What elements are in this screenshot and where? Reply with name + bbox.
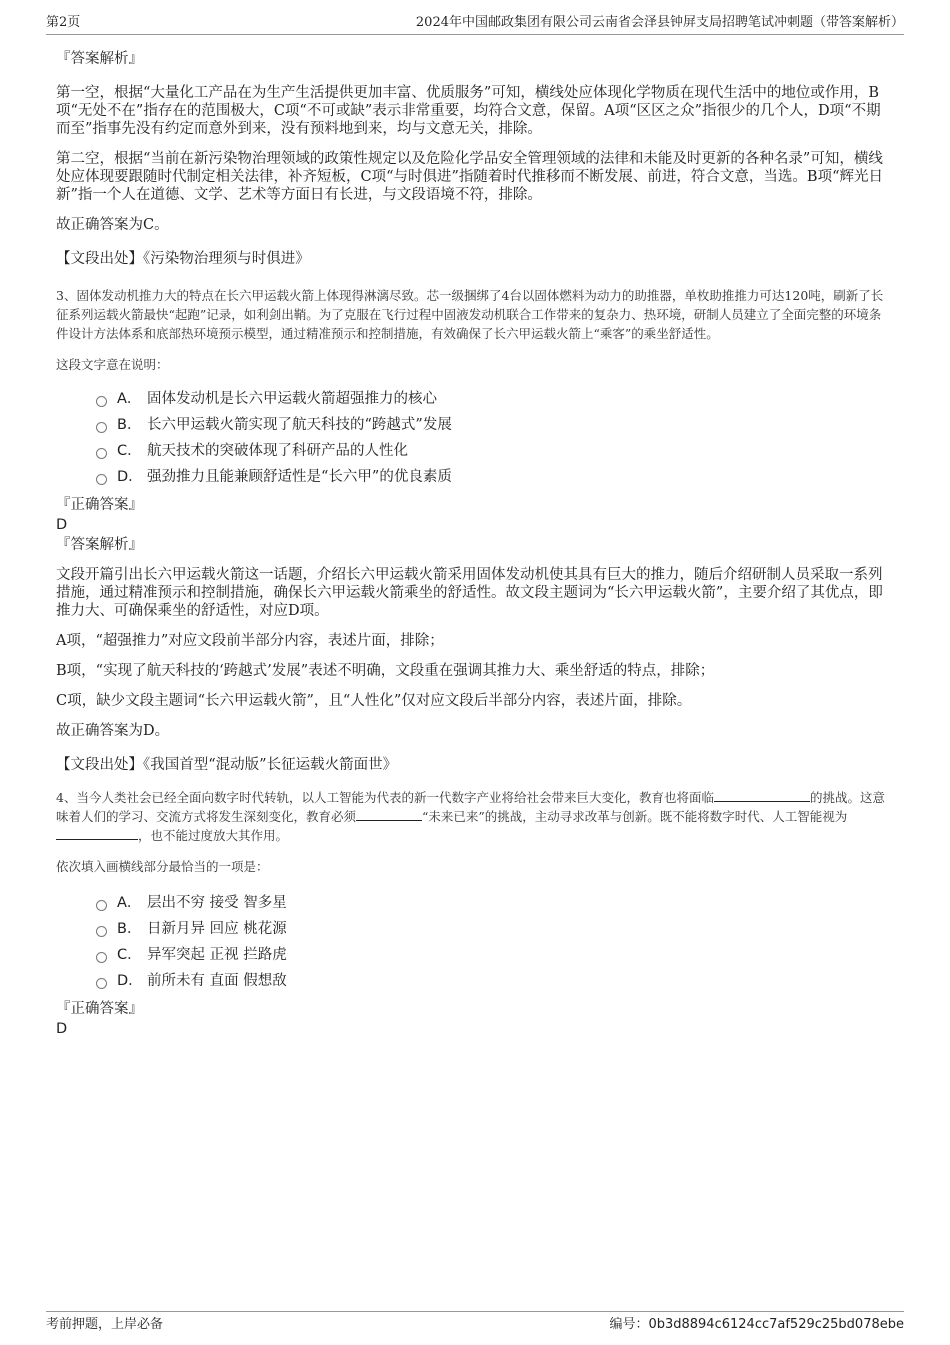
q4-correct-label: 『正确答案』 [56,1001,143,1017]
q2-analysis-label: 『答案解析』 [56,51,143,67]
q4-options [56,890,886,994]
radio-icon[interactable] [96,396,107,407]
document-title: 2024年中国邮政集团有限公司云南省会泽县钟屏支局招聘笔试冲刺题（带答案解析） [415,15,904,30]
q3-source: 【文段出处】《我国首型“混动版”长征运载火箭面世》 [56,757,398,773]
q3-option-b[interactable]: B． 长六甲运载火箭实现了航天科技的“跨越式”发展 [96,412,886,438]
q3-option-d[interactable]: D． 强劲推力且能兼顾舒适性是“长六甲”的优良素质 [96,464,886,490]
radio-icon[interactable] [96,900,107,911]
q3-analysis-pb: B项，“实现了航天科技的‘跨越式’发展”表述不明确，文段重在强调其推力大、乘坐舒适的特点，排除； [56,663,715,679]
q4-option-c[interactable]: C． 异军突起 正视 拦路虎 [96,942,886,968]
blank-1 [714,789,810,802]
q2-answer-line: 故正确答案为C。 [56,217,169,233]
q3-analysis-para1: 文段开篇引出长六甲运载火箭这一话题，介绍长六甲运载火箭采用固体发动机使其具有巨大的推力，随后介绍研制人员采取一系列措施，通过精准预示和控制措施，确保长六甲运载火箭乘坐的舒适性。故文段主题词为“长六甲运载火箭”，主要介绍了其优点，即推力大、可确保乘坐的舒适性，对应D项。 [56,567,883,619]
q3-analysis-label: 『答案解析』 [56,537,143,553]
q2-source: 【文段出处】《污染物治理须与时俱进》 [56,251,310,267]
q3-option-c[interactable]: C． 航天技术的突破体现了科研产品的人性化 [96,438,886,464]
page-footer [46,1311,904,1334]
q2-analysis-para2: 第二空，根据“当前在新污染物治理领域的政策性规定以及危险化学品安全管理领域的法律和未能及时更新的各种名录”可知，横线处应体现要跟随时代制定相关法律，补齐短板，C项“与时俱进”指随着时代推移而不断发展、前进，符合文意，当选。B项“辉光日新”指一个人在道德、文学、艺术等方面日有长进，与文段语境不符，排除。 [56,151,883,203]
page-number: 第2页 [46,15,81,30]
document-body [56,44,886,1038]
q3-prompt: 这段文字意在说明： [56,357,169,372]
q4-stem: 4、当今人类社会已经全面向数字时代转轨，以人工智能为代表的新一代数字产业将给社会带来巨大变化，教育也将面临 的挑战。这意味着人们的学习、交流方式将发生深刻变化，教育必须 “未来已来”的挑战，主动寻求改革与创新。既不能将数字时代、人工智能视为，也不能过度放大其作用。 [56,790,885,843]
q3-stem: 3、固体发动机推力大的特点在长六甲运载火箭上体现得淋漓尽致。芯一级捆绑了4台以固体燃料为动力的助推器，单枚助推推力可达120吨，刷新了长征系列运载火箭最快“起跑”记录，如利剑出鞘。为了克服在飞行过程中固液发动机联合工作带来的复杂力、热环境，研制人员建立了全面完整的环境条件设计方法体系和底部热环境预示模型，通过精准预示和控制措施，有效确保了长六甲运载火箭上“乘客”的乘坐舒适性。 [56,288,884,341]
radio-icon[interactable] [96,474,107,485]
radio-icon[interactable] [96,448,107,459]
footer-slogan: 考前押题，上岸必备 [46,1317,164,1332]
q4-option-b[interactable]: B． 日新月异 回应 桃花源 [96,916,886,942]
blank-3 [56,827,138,840]
radio-icon[interactable] [96,978,107,989]
q4-correct-answer: D [56,1021,68,1037]
q4-option-a[interactable]: A． 层出不穷 接受 智多星 [96,890,886,916]
q3-analysis-pa: A项，“超强推力”对应文段前半部分内容，表述片面，排除； [56,633,444,649]
page-header [46,14,904,35]
blank-2 [356,808,422,821]
q3-analysis-pc: C项，缺少文段主题词“长六甲运载火箭”，且“人性化”仅对应文段后半部分内容，表述片面，排除。 [56,693,692,709]
q3-answer-line: 故正确答案为D。 [56,723,170,739]
q3-option-a[interactable]: A． 固体发动机是长六甲运载火箭超强推力的核心 [96,386,886,412]
radio-icon[interactable] [96,422,107,433]
radio-icon[interactable] [96,926,107,937]
q3-correct-answer: D [56,517,68,533]
q3-correct-label: 『正确答案』 [56,497,143,513]
q3-options [56,386,886,490]
q2-analysis-para1: 第一空，根据“大量化工产品在为生产生活提供更加丰富、优质服务”可知，横线处应体现化学物质在现代生活中的地位或作用，B项“无处不在”指存在的范围极大，C项“不可或缺”表示非常重要，均符合文意，保留。A项“区区之众”指很少的几个人，D项“不期而至”指事先没有约定而意外到来，没有预料地到来，均与文意无关，排除。 [56,85,881,137]
q4-option-d[interactable]: D． 前所未有 直面 假想敌 [96,968,886,994]
radio-icon[interactable] [96,952,107,963]
document-code: 编号：0b3d8894c6124cc7af529c25bd078ebe [609,1317,904,1332]
q4-prompt: 依次填入画横线部分最恰当的一项是： [56,859,269,874]
